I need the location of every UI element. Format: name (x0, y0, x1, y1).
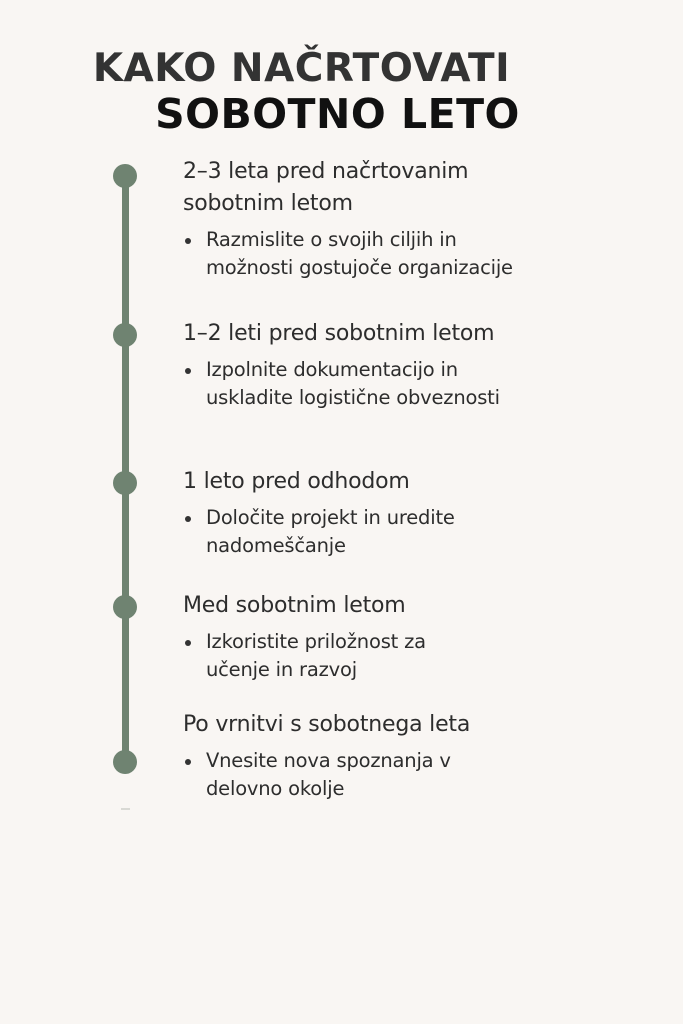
page-title (0, 46, 683, 139)
timeline-step-5 (183, 709, 653, 803)
timeline-dot-4 (113, 595, 137, 619)
step-bullet: Izkoristite priložnost za učenje in razvoj (183, 628, 486, 684)
title-line-2: SOBOTNO LETO (155, 90, 520, 139)
timeline-dot-2 (113, 323, 137, 347)
step-title: Po vrnitvi s sobotnega leta (183, 712, 471, 737)
title-line-1: KAKO NAČRTOVATI (92, 46, 511, 92)
timeline-dot-5 (113, 750, 137, 774)
step-bullet: Razmislite o svojih ciljih in možnosti gostujoče organizacije (183, 226, 546, 282)
timeline-tail (121, 808, 130, 810)
timeline-step-4 (183, 590, 653, 684)
timeline-line (122, 176, 129, 764)
timeline-step-3 (183, 466, 653, 560)
step-title: 1–2 leti pred sobotnim letom (183, 321, 495, 346)
timeline-dot-3 (113, 471, 137, 495)
step-bullet: Izpolnite dokumentacijo in uskladite logistične obveznosti (183, 356, 506, 412)
step-bullet: Določite projekt in uredite nadomeščanje (183, 504, 506, 560)
step-title: 2–3 leta pred načrtovanim sobotnim letom (183, 159, 469, 216)
step-bullet: Vnesite nova spoznanja v delovno okolje (183, 747, 496, 803)
step-title: 1 leto pred odhodom (183, 469, 410, 494)
timeline-step-2 (183, 318, 513, 412)
timeline-dot-1 (113, 164, 137, 188)
timeline-step-1 (183, 156, 543, 282)
step-title: Med sobotnim letom (183, 593, 406, 618)
